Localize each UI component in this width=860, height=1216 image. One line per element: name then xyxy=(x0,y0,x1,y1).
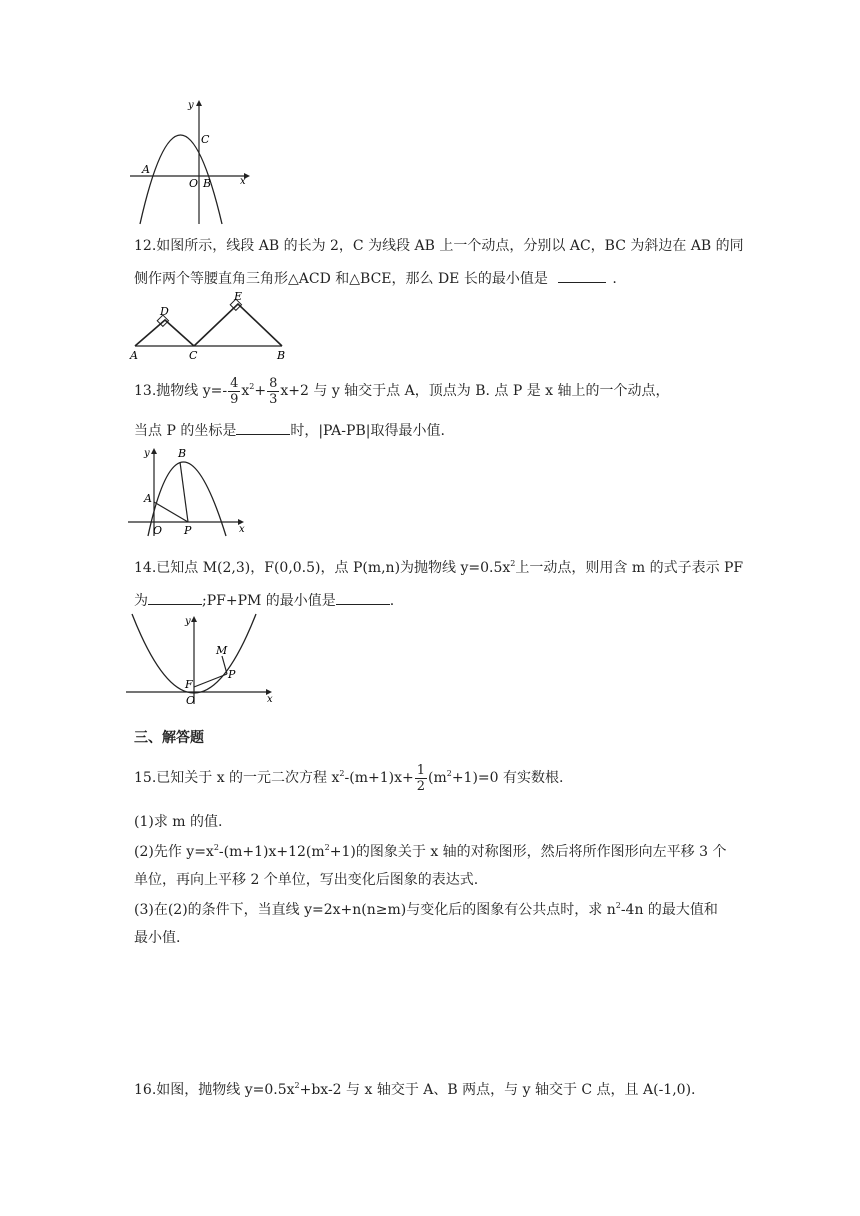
q15-sup-2: 2 xyxy=(446,769,452,778)
q15-p2-b: -(m+1)x+12(m xyxy=(218,844,325,860)
label-B: B xyxy=(178,447,187,460)
label-x: x xyxy=(239,524,245,535)
label-F: F xyxy=(185,678,193,691)
q14-line1 xyxy=(134,558,743,578)
q13-fraction-2-num: 8 xyxy=(269,375,278,391)
y-axis-arrow xyxy=(196,100,202,106)
section-heading: 三、解答题 xyxy=(134,730,204,746)
label-A: A xyxy=(144,492,152,505)
segment-BP xyxy=(180,462,188,522)
q12-line1: 12.如图所示，线段 AB 的长为 2，C 为线段 AB 上一个动点，分别以 AC，BC 为斜边在 AB 的同 xyxy=(134,238,744,254)
q14-answer-blank-1[interactable] xyxy=(148,590,202,605)
q13-text-plus: + xyxy=(254,383,267,399)
q14-line1-pre: 14.已知点 M(2,3)，F(0,0.5)，点 P(m,n)为抛物线 y=0.5x xyxy=(134,560,511,576)
figure-q14 xyxy=(124,612,276,706)
q13-fraction-1-num: 4 xyxy=(230,375,239,391)
q14-line1-post: 上一动点，则用含 m 的式子表示 PF xyxy=(515,560,744,576)
triangle-ACD xyxy=(135,320,194,346)
label-M: M xyxy=(216,644,228,657)
q13-text-post: x+2 与 y 轴交于点 A，顶点为 B. 点 P 是 x 轴上的一个动点， xyxy=(280,383,670,399)
q15-fraction-num: 1 xyxy=(416,762,425,778)
label-P: P xyxy=(184,524,192,537)
label-C: C xyxy=(201,133,210,146)
q15-text-mid: -(m+1)x+ xyxy=(344,770,414,786)
figure-q12 xyxy=(128,290,290,362)
q15-part1: (1)求 m 的值. xyxy=(134,814,223,830)
q12-line2-end: . xyxy=(612,271,617,287)
q15-fraction-den: 2 xyxy=(416,778,425,794)
q14-answer-blank-2[interactable] xyxy=(336,590,390,605)
label-y: y xyxy=(144,448,150,459)
q15-p3-sup: 2 xyxy=(615,901,621,910)
q16-post: +bx-2 与 x 轴交于 A、B 两点，与 y 轴交于 C 点，且 A(-1,0). xyxy=(299,1082,696,1098)
figure-q11 xyxy=(126,96,252,226)
q15-p2-a: (2)先作 y=x xyxy=(134,844,214,860)
y-axis-arrow xyxy=(151,448,157,454)
q13-sup: 2 xyxy=(249,382,255,391)
label-y: y xyxy=(188,100,194,111)
q15-text-post-b: +1)=0 有实数根. xyxy=(451,770,564,786)
q15-p3-b: -4n 的最大值和 xyxy=(620,902,718,918)
q15-p2-sup-2: 2 xyxy=(324,843,330,852)
q14-line2-pre: 为 xyxy=(134,593,148,609)
q12-answer-blank[interactable] xyxy=(558,268,606,283)
q14-line2 xyxy=(134,590,394,611)
label-P: P xyxy=(228,668,236,681)
q13-text-x: x xyxy=(241,383,250,399)
q13-line2-post: 时，|PA-PB|取得最小值. xyxy=(290,423,445,439)
q13-answer-blank[interactable] xyxy=(236,420,290,435)
q15-p3-a: (3)在(2)的条件下，当直线 y=2x+n(n≥m)与变化后的图象有公共点时，求 n xyxy=(134,902,616,918)
q13-fraction-2-den: 3 xyxy=(269,391,278,407)
label-E: E xyxy=(234,290,243,303)
q13-fraction-1 xyxy=(228,376,240,407)
triangle-BCE xyxy=(194,304,282,346)
q14-sup: 2 xyxy=(510,559,516,568)
q13-fraction-2 xyxy=(267,376,279,407)
q15-text-pre: 15.已知关于 x 的一元二次方程 x xyxy=(134,770,340,786)
q15-part2-line1 xyxy=(134,842,726,862)
label-y: y xyxy=(185,616,191,627)
label-O: O xyxy=(186,694,196,706)
label-O: O xyxy=(189,177,199,190)
q15-part3-line1 xyxy=(134,900,718,920)
label-x: x xyxy=(267,694,273,705)
q15-fraction xyxy=(415,763,427,794)
q16-sup: 2 xyxy=(294,1081,300,1090)
label-x: x xyxy=(240,176,246,187)
q14-line2-post: . xyxy=(389,593,395,609)
q13-line2-pre: 当点 P 的坐标是 xyxy=(134,423,237,439)
label-A: A xyxy=(142,163,150,176)
q15-part3-line2: 最小值. xyxy=(134,930,181,946)
label-A: A xyxy=(130,349,138,362)
label-B: B xyxy=(277,349,286,362)
label-D: D xyxy=(160,305,169,318)
segment-MP xyxy=(222,656,227,674)
q14-line2-mid: ;PF+PM 的最小值是 xyxy=(202,593,336,609)
figure-q13 xyxy=(126,444,250,538)
q15-line1 xyxy=(134,758,563,798)
q12-line2 xyxy=(134,268,617,289)
q13-line1 xyxy=(134,372,670,410)
q15-text-post-a: (m xyxy=(427,770,447,786)
label-B: B xyxy=(203,177,212,190)
q12-line2-text: 侧作两个等腰直角三角形△ACD 和△BCE，那么 DE 长的最小值是 xyxy=(134,271,548,287)
segment-FP xyxy=(194,674,227,687)
q16-pre: 16.如图，抛物线 y=0.5x xyxy=(134,1082,295,1098)
q13-line2 xyxy=(134,420,445,441)
label-O: O xyxy=(153,524,163,537)
q13-fraction-1-den: 9 xyxy=(230,391,239,407)
q16-line1 xyxy=(134,1080,696,1100)
q15-p2-sup-1: 2 xyxy=(213,843,219,852)
label-C: C xyxy=(189,349,198,362)
q15-p2-c: +1)的图象关于 x 轴的对称图形，然后将所作图形向左平移 3 个 xyxy=(329,844,727,860)
q15-sup-1: 2 xyxy=(339,769,345,778)
y-axis-arrow xyxy=(191,616,197,622)
segment-AP xyxy=(154,502,188,522)
q15-part2-line2: 单位，再向上平移 2 个单位，写出变化后图象的表达式. xyxy=(134,872,479,888)
q13-text-pre: 13.抛物线 y=- xyxy=(134,383,228,399)
